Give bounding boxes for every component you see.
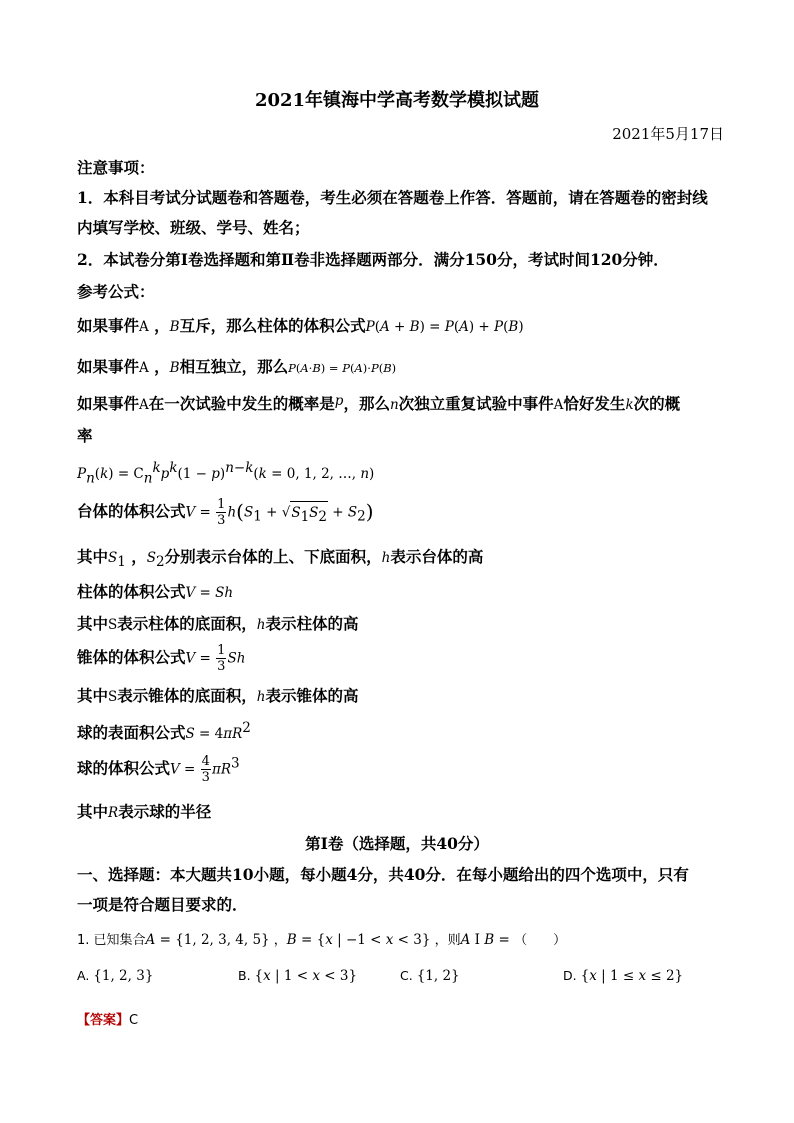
formula-sphere-note: 其中R表示球的半径 (77, 802, 212, 821)
option-a: A. {1, 2, 3} (77, 968, 154, 984)
notice-item-1-line-1: 1．本科目考试分试题卷和答题卷，考生必须在答题卷上作答．答题前，请在答题卷的密封线 (77, 188, 708, 207)
section-heading: 第Ⅰ卷（选择题，共40分） (305, 834, 489, 853)
exam-date: 2021年5月17日 (612, 125, 724, 143)
formula-mutually-exclusive: 如果事件A ，B互斥，那么柱体的体积公式P(A + B) = P(A) + P(B) (77, 316, 524, 335)
formula-cone-note: 其中S表示锥体的底面积，h表示锥体的高 (77, 686, 359, 705)
notice-heading: 注意事项： (77, 158, 155, 177)
formula-cone-volume: 锥体的体积公式V = $\frac{1}{3}$ Sh (77, 643, 246, 674)
answer (77, 1009, 138, 1028)
question-1: 1. 已知集合A = {1, 2, 3, 4, 5} ，B = {x | −1 < x < 3} ，则A I B = （ ） (77, 932, 567, 948)
formula-binomial-line-1: 如果事件A在一次试验中发生的概率是p，那么n次独立重复试验中事件A恰好发生k次的概 (77, 393, 681, 413)
part1-instructions-line-2: 一项是符合题目要求的． (77, 895, 248, 914)
option-c: C. {1, 2} (400, 968, 460, 984)
formula-independent: 如果事件A ，B相互独立，那么P(A·B) = P(A)·P(B) (77, 357, 397, 376)
formula-frustum-volume: 台体的体积公式V = $\frac{1}{3}$ $h(S_1 + √S_1S_2 + S_2)$ (77, 497, 374, 528)
answer-value: C (129, 1013, 139, 1028)
option-d: D. {x | 1 ≤ x ≤ 2} (563, 968, 684, 984)
formula-sphere-surface: 球的表面积公式$S = 4\pi R^2$ (77, 720, 251, 743)
page-title: 2021年镇海中学高考数学模拟试题 (254, 90, 540, 111)
formulas-heading: 参考公式： (77, 282, 155, 301)
part1-instructions-line-1: 一、选择题：本大题共10小题，每小题4分，共40分．在每小题给出的四个选项中，只有 (77, 865, 689, 884)
option-b: B. {x | 1 < x < 3} (238, 968, 358, 984)
answer-tag: 【答案】 (77, 1013, 130, 1028)
notice-item-1-line-2: 内填写学校、班级、学号、姓名； (77, 218, 310, 237)
formula-prism-volume: 柱体的体积公式V = Sh (77, 582, 234, 601)
formula-binomial-line-2: 率 (77, 426, 93, 445)
formula-frustum-note: 其中$S_1$ ，$S_2$分别表示台体的上、下底面积，h表示台体的高 (77, 547, 484, 571)
formula-binomial-expression: $P_n(k) = C_n^kp^k(1 - p)^{n-k}(k = 0$, 1, 2, …, n) (77, 460, 375, 487)
formula-prism-note: 其中S表示柱体的底面积，h表示柱体的高 (77, 614, 359, 633)
notice-item-2: 2．本试卷分第Ⅰ卷选择题和第Ⅱ卷非选择题两部分．满分150分，考试时间120分钟． (77, 250, 669, 269)
formula-sphere-volume: 球的体积公式V = $\frac{4}{3}$ $\pi R^3$ (77, 754, 240, 785)
